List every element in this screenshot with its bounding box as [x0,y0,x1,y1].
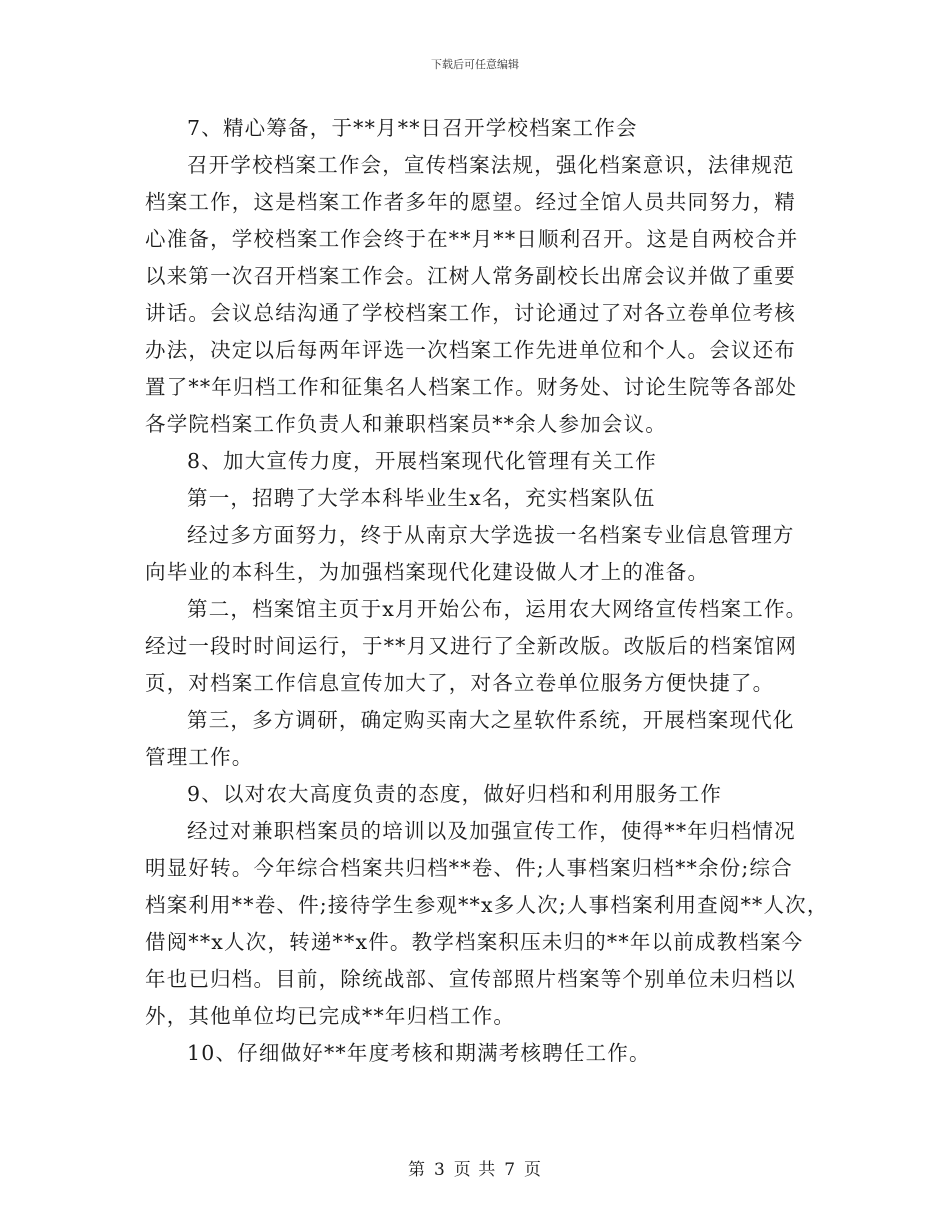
section-heading: 7、精心筹备，于**月**日召开学校档案工作会 [187,116,638,140]
paragraph-line: 档案利用**卷、件;接待学生参观**x多人次;人事档案利用查阅**人次， [145,893,829,917]
paragraph-line: 借阅**x人次，转递**x件。教学档案积压未归的**年以前成教档案今 [145,930,804,954]
footer-prefix: 第 [407,1160,426,1180]
paragraph-line: 心准备，学校档案工作会终于在**月**日顺利召开。这是自两校合并 [145,227,799,251]
total-pages: 7 [504,1160,517,1180]
paragraph-line: 向毕业的本科生，为加强档案现代化建设做人才上的准备。 [145,560,710,584]
section-heading: 9、以对农大高度负责的态度，做好归档和利用服务工作 [187,782,723,806]
paragraph-line: 明显好转。今年综合档案共归档**卷、件;人事档案归档**余份;综合 [145,856,793,880]
footer-mid: 页 共 [453,1160,497,1180]
footer-suffix: 页 [524,1160,543,1180]
paragraph-line: 外，其他单位均已完成**年归档工作。 [145,1004,516,1028]
page-footer [0,1155,950,1180]
section-heading: 8、加大宣传力度，开展档案现代化管理有关工作 [187,449,657,473]
page-number: 3 [433,1160,446,1180]
section-heading: 10、仔细做好**年度考核和期满考核聘任工作。 [187,1041,651,1065]
paragraph-line: 第三，多方调研，确定购买南大之星软件系统，开展档案现代化 [187,708,795,732]
paragraph-line: 经过对兼职档案员的培训以及加强宣传工作，使得**年归档情况 [187,819,796,843]
paragraph-line: 经过多方面努力，终于从南京大学选拔一名档案专业信息管理方 [187,523,795,547]
paragraph-line: 办法，决定以后每两年评选一次档案工作先进单位和个人。会议还布 [145,338,796,362]
paragraph-line: 各学院档案工作负责人和兼职档案员**余人参加会议。 [145,412,667,436]
paragraph-line: 经过一段时时间运行，于**月又进行了全新改版。改版后的档案馆网 [145,634,798,658]
paragraph-line: 管理工作。 [145,745,254,769]
sub-heading: 第一，招聘了大学本科毕业生x名，充实档案队伍 [187,486,656,510]
paragraph-line: 年也已归档。目前，除统战部、宣传部照片档案等个别单位未归档以 [145,967,796,991]
paragraph-line: 第二，档案馆主页于x月开始公布，运用农大网络宣传档案工作。 [187,597,808,621]
paragraph-line: 以来第一次召开档案工作会。江树人常务副校长出席会议并做了重要 [145,264,796,288]
paragraph-line: 召开学校档案工作会，宣传档案法规，强化档案意识，法律规范 [187,153,795,177]
paragraph-line: 讲话。会议总结沟通了学校档案工作，讨论通过了对各立卷单位考核 [145,301,796,325]
page-header: 下载后可任意编辑 [431,58,519,71]
paragraph-line: 置了**年归档工作和征集名人档案工作。财务处、讨论生院等各部处 [145,375,798,399]
paragraph-line: 档案工作，这是档案工作者多年的愿望。经过全馆人员共同努力，精 [145,190,796,214]
paragraph-line: 页，对档案工作信息宣传加大了，对各立卷单位服务方便快捷了。 [145,671,775,695]
